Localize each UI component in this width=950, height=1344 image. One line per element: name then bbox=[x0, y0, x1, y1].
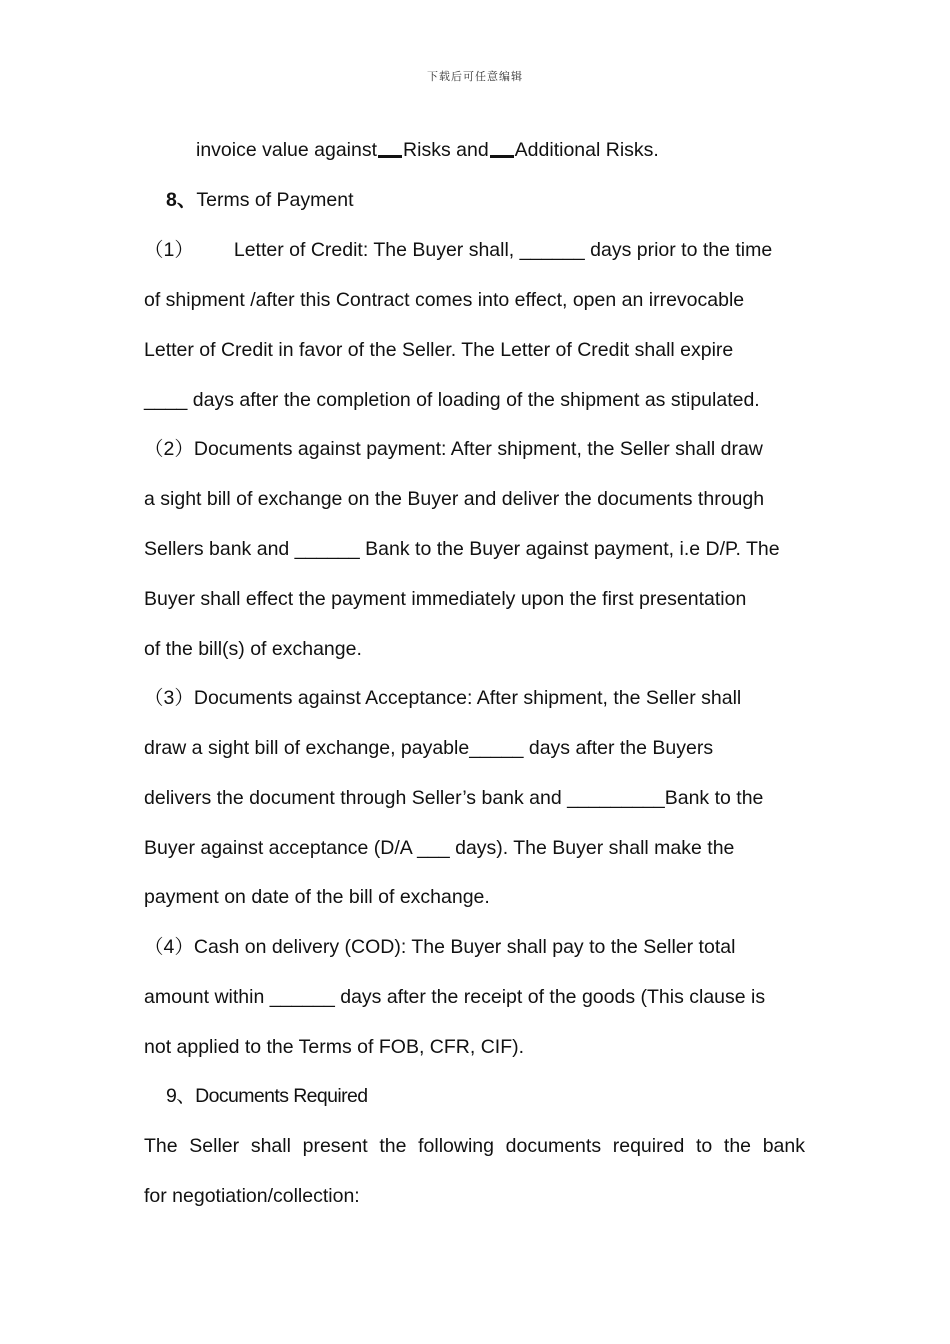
item3-line3: delivers the document through Seller’s bank and _________Bank to the bbox=[144, 787, 764, 809]
page-header-note: 下载后可任意编辑 bbox=[427, 70, 523, 83]
item4-line2: amount within ______ days after the receipt of the goods (This clause is bbox=[144, 986, 766, 1008]
item1-text1: Letter of Credit: The Buyer shall, ______ days prior to the time bbox=[233, 239, 773, 261]
section9-line2: for negotiation/collection: bbox=[144, 1185, 360, 1207]
item2-line3: Sellers bank and ______ Bank to the Buyer against payment, i.e D/P. The bbox=[144, 538, 780, 560]
section7-tail-part2: Risks and bbox=[403, 139, 489, 161]
item3-line4: Buyer against acceptance (D/A ___ days). The Buyer shall make the bbox=[144, 837, 735, 859]
item3-line5: payment on date of the bill of exchange. bbox=[144, 886, 490, 908]
item4-line1 bbox=[144, 935, 735, 959]
fill-blank-risks bbox=[378, 139, 402, 158]
item3-line2: draw a sight bill of exchange, payable_____ days after the Buyers bbox=[144, 737, 714, 759]
item4-marker: （4） bbox=[144, 936, 194, 958]
item4-text1: Cash on delivery (COD): The Buyer shall pay to the Seller total bbox=[193, 936, 736, 958]
item2-line2: a sight bill of exchange on the Buyer and deliver the documents through bbox=[144, 488, 765, 510]
item2-line5: of the bill(s) of exchange. bbox=[144, 638, 362, 660]
item2-marker: （2） bbox=[144, 438, 194, 460]
item3-text1: Documents against Acceptance: After shipment, the Seller shall bbox=[193, 687, 742, 709]
section9-heading bbox=[166, 1084, 368, 1108]
item1-line2: of shipment /after this Contract comes into effect, open an irrevocable bbox=[144, 289, 745, 311]
item4-line3: not applied to the Terms of FOB, CFR, CIF). bbox=[144, 1036, 525, 1058]
section8-title: Terms of Payment bbox=[196, 189, 354, 211]
section8-number: 8、 bbox=[166, 189, 197, 211]
item2-line1 bbox=[144, 437, 763, 461]
section8-heading bbox=[166, 188, 354, 212]
item1-line1 bbox=[144, 238, 772, 262]
fill-blank-additional-risks bbox=[490, 139, 514, 158]
section7-tail-part1: invoice value against bbox=[196, 139, 378, 161]
item3-marker: （3） bbox=[144, 687, 194, 709]
item1-marker: （1） bbox=[144, 239, 194, 261]
item1-line4: ____ days after the completion of loading of the shipment as stipulated. bbox=[144, 389, 760, 411]
section9-number: 9、 bbox=[166, 1085, 196, 1107]
item3-line1 bbox=[144, 686, 741, 710]
item1-line3: Letter of Credit in favor of the Seller. The Letter of Credit shall expire bbox=[144, 339, 734, 361]
item2-text1: Documents against payment: After shipment, the Seller shall draw bbox=[193, 438, 763, 460]
item2-line4: Buyer shall effect the payment immediately upon the first presentation bbox=[144, 588, 747, 610]
section9-title: Documents Required bbox=[195, 1085, 368, 1107]
section7-tail-part3: Additional Risks. bbox=[514, 139, 659, 161]
section9-line1: The Seller shall present the following documents required to the bank bbox=[144, 1135, 805, 1157]
section7-tail-line bbox=[196, 138, 659, 162]
